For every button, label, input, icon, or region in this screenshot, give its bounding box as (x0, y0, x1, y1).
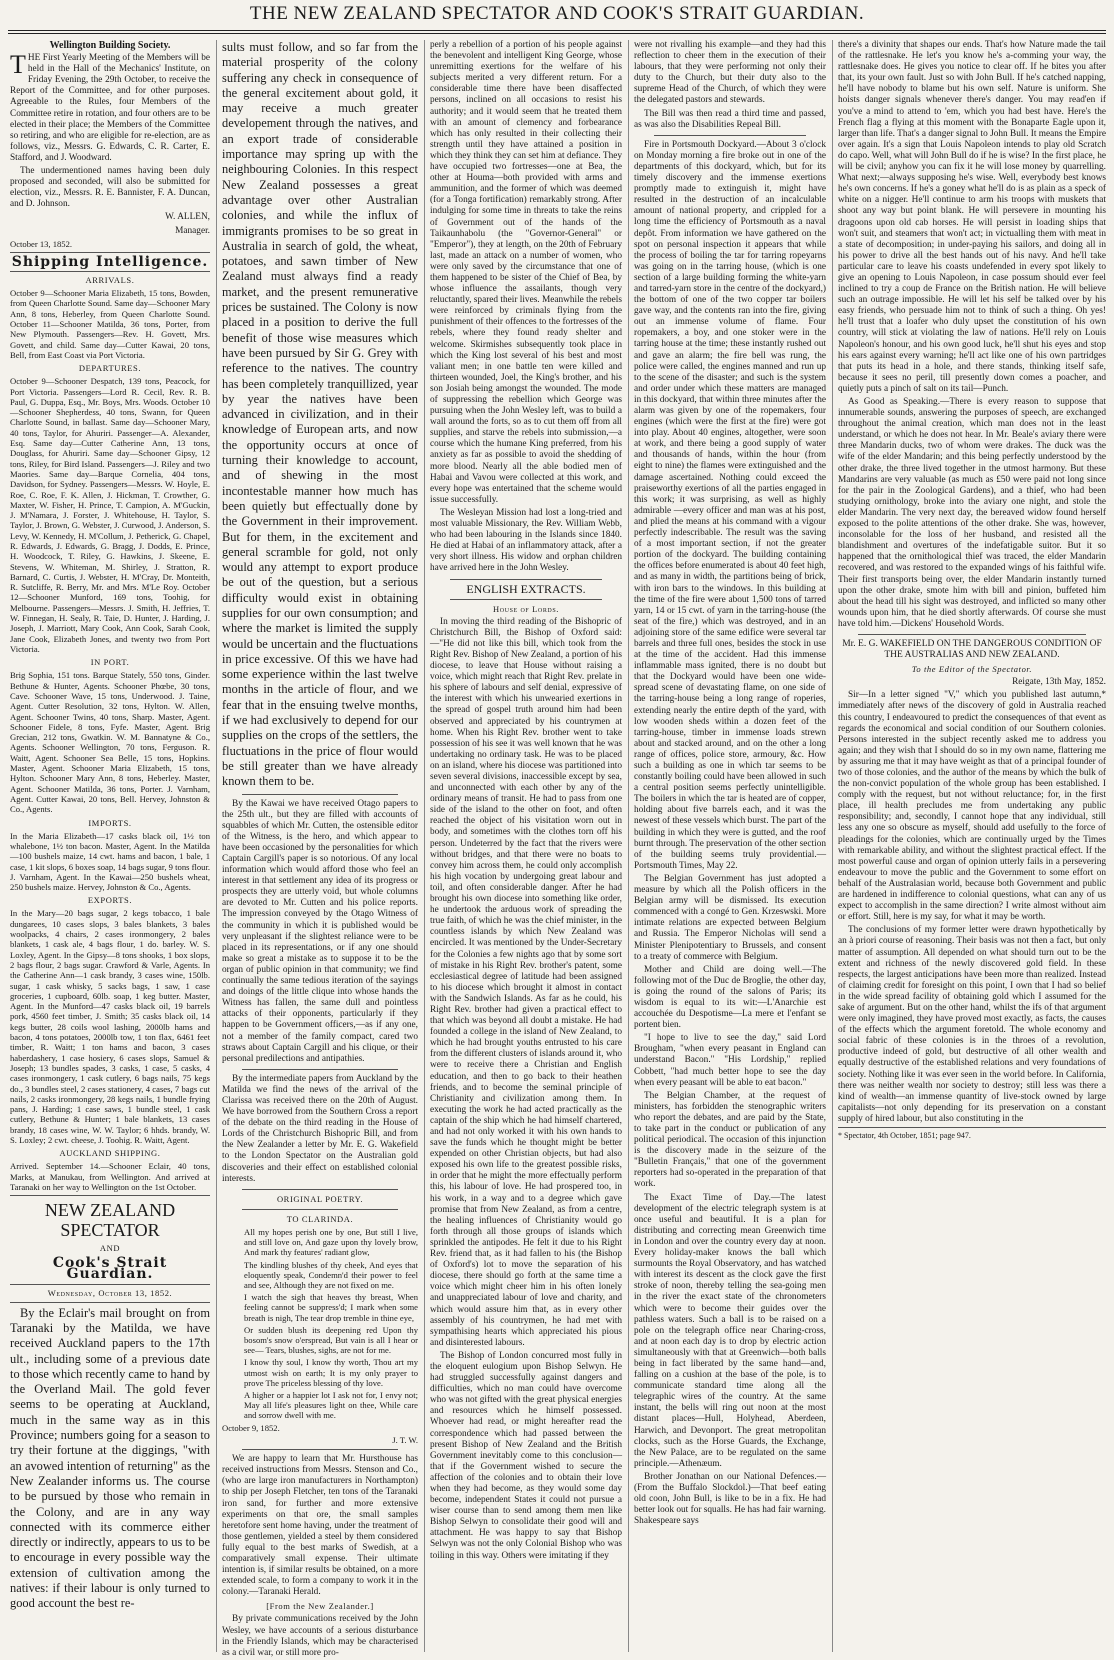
otago-papers-paragraph: By the Kawai we have received Otago papers to the 25th ult., but they are filled with accounts of squabbles of which Mr. Cutten, the ostensible editor of the Witness, is the hero, and which appear to have been occasioned by the personalities for which Captain Cargill's paper is so notorious. Of any local information which would afford those who feel an interest in that settlement any idea of its progress or prospects they are utterly void, but whole columns are devoted to Mr. Cutten and his police reports. The impression conveyed by the Otago Witness of the community in which it is published would be very unpleasant if the slightest reliance were to be placed in its representations, or if any one should make so great a mistake as to suppose it to be the organ of public opinion in that community; we find continually the same tedious iteration of the sayings and doings of the little clique into whose hands the Witness has fallen, the same dull and pointless attacks of their opponents, particularly if they happen to be Government officers,—as if any one, not a member of the family compact, cared two straws about Captain Cargill and his clique, or their personal predilections and antipathies. (222, 798, 418, 1064)
auckland-shipping-text: Arrived. September 14.—Schooner Eclair, 40 tons, Marks, at Manukau, from Wellington. And arrived at Taranaki on her way to Wellington on the 1st October. (10, 1161, 210, 1192)
divider (242, 1449, 398, 1450)
divider (242, 1189, 398, 1190)
friendly-islands-paragraph: By private communications received by the John Wesley, we have accounts of a serious disturbance in the Friendly Islands, which may be characterised as a civil war, or still more pro- (222, 1614, 418, 1658)
lords-debate-paragraph: The Bishop of London concurred most fully in the eloquent eulogium upon Bishop Selwyn. He had struggled successfully against dangers and difficulties, which no man could have overcome who was not gifted with the great physical energies and resources which he himself possessed. Whoever had read, or might hereafter read the correspondence which had passed between the present Bishop of New Zealand and the British Government inevitably come to this conclusion—that if the Government wished to secure the affection of the colonies and to obtain their love when they had become, as they would some day become, independent States it could not pursue a wiser course than to send among them men like Bishop Selwyn to consolidate their good will and attachment. He was happy to say that Bishop Selwyn was not the only Colonial Bishop who was toiling in this way. Others were imitating if they (430, 1350, 622, 1561)
signature-title: Manager. (175, 225, 210, 236)
exact-time-paragraph: The Exact Time of Day.—The latest development of the electric telegraph system is at once useful and beautiful. It is a plan for distributing and correcting mean Greenwich time in London and over the country every day at noon. Every holiday-maker knows the ball which surmounts the Royal Observatory, and has watched with interest its descent as the clock gave the first stroke of noon, thereby telling the sea-going men in the river the exact state of the chronometers which were to become their guides over the pathless waters. Such a ball is to be raised on a pole on the telegraph office near Charing-cross, and at noon each day is to drop by electric action simultaneously with that at Greenwich—both balls being in fact liberated by the same hand—and, falling on a cushion at the base of the pole, is to communicate standard time along all the telegraphic wires of the country. At the same instant, the bells will ring out noon at the most distant places—Hull, Holyhead, Aberdeen, Harwich, and Devonport. The great metropolitan clocks, such as the Horse Guards, the Exchange, the New Palace, are to be regulated on the same principle.—Athenæum. (634, 1192, 826, 1469)
brougham-anecdote-paragraph: "I hope to live to see the day," said Lord Brougham, "when every peasant in England can understand Bacon." "His Lordship," replied Cobbett, "had much better hope to see the day when every peasant will be able to eat bacon." (634, 1033, 826, 1088)
poem-stanza: Or sudden blush its deepening red Upon thy bosom's snow o'erspread, But vain is all I hear or see— Tears, blushes, sighs, are not for me. (244, 1324, 418, 1356)
belgian-government-paragraph: The Belgian Government has just adopted a measure by which all the Polish officers in the Belgian army will be dismissed. Its execution commenced with a congé to Gen. Krzeswski. More intimate relations are expected between Belgium and Russia. The Emperor Nicholas will send a Minister Plenipotentiary to Brussels, and consent to a treaty of commerce with Belgium. (634, 873, 826, 962)
arrivals-heading: ARRIVALS. (85, 274, 135, 285)
masthead: THE NEW ZEALAND SPECTATOR AND COOK'S STRAIT GUARDIAN. (249, 3, 865, 24)
poem-stanza: A higher or a happier lot I ask not for, I envy not; May all life's pleasures light on thee, While care and sorrow dwell with me. (244, 1389, 418, 1421)
brother-jonathan-paragraph: Brother Jonathan on our National Defences.—(From the Buffalo Slockdol.)—That beef eating old coon, John Bull, is like to be in a fix. He had better look out for squalls. He has had fair warning. Shakespeare says (634, 1471, 826, 1527)
notice-date: October 13, 1852. (10, 238, 73, 249)
lords-debate-paragraph: In moving the third reading of the Bishopric of Christchurch Bill, the Bishop of Oxford said:—"He did not like this bill, which took from the Right Rev. Bishop of New Zealand, a portion of his diocese, to leave that House without raising a voice, which might reach that Right Rev. prelate in his sphere of labours and self denial, expressive of the interest with which his unwearied exertions in the spread of gospel truth around him had been observed and appreciated by his countrymen at home. When his Right Rev. brother went to take possession of his see it was well known that he was undertaking no ordinary task. He was to be placed on an island, where his diocese was partitioned into seven several divisions, inaccessible except by sea, and unconnected with each other by any of the ordinary means of transit. He had to pass from one side of the island to the other on foot, and often reached the object of his visitation worn out in body, and sometimes with the clothes torn off his person. Undeterred by the fact that the rivers were without bridges, and that there were no boats to convey him across them, he could only accomplish his high vocation by undergoing great labour and toil, and often considerable danger. After he had brought his own diocese into something like order, he undertook the arduous work of spreading the true faith, of which he was the chief minister, in the countless islands by which New Zealand was encircled. It was mentioned by the Under-Secretary for the Colonies a few nights ago that by some sort of mistake in his Right Rev. brother's patent, some ecclesiastical degree of latitude had been assigned to his diocese which brought it almost in contact with the Sandwich Islands. As far as he could, his Right Rev. brother had given a practical effect to that which was beyond all doubt a mistake. He had founded a college in the island of New Zealand, to which he had brought youths entrusted to his care from the different clusters of islands around it, who were to receive there a Christian and English education, and then to go back to their heathen friends, and to become the seminal principle of Christianity and civilization among them. In executing the work he had acted practically as the captain of the ship which he had himself chartered, and had not only worked it with his own hands to save the funds which he thought might be better expended on other Christian objects, but had also exposed his own life to the greatest possible risks, in order that he might the more effectually perform this, his labour of love. He had prospered too, in his work, in a way and to a degree which gave promise that from New Zealand, as from a centre, the healing influences of Christianity would go forth through all those groups of islands which sprinkled the antipodes. He felt it due to his Right Rev. friend that, as it had fallen to his (the Bishop of Oxford's) lot to move the separation of his diocese, there should go forth at the same time a voice which might cheer him in his often lonely and unappreciated labour of love and charity, and which would assure him that, as in every other assembly of his countrymen, he had met with sympathising hearts which appreciated his pious and disinterested labours. (430, 616, 622, 1348)
wakefield-letter-heading: Mr. E. G. WAKEFIELD ON THE DANGEROUS CONDITION OF THE AUSTRALIAS AND NEW ZEALAND. (842, 638, 1102, 661)
signature: W. ALLEN, (165, 212, 210, 223)
poem-stanza: I watch the sigh that heaves thy breast, When feeling cannot be suppress'd; I mark when some breath is nigh, The tear drop tremble in thine eye, (244, 1292, 418, 1323)
poem-stanza: All my hopes perish one by one, But still I live, and still love on, And gaze upon thy lovely brow, And mark thy features' radiant glow, (244, 1226, 418, 1258)
divider (450, 599, 602, 600)
column-4 (634, 40, 826, 1652)
masthead-rule (8, 30, 1106, 31)
divider (242, 1209, 398, 1210)
paper-and: AND (99, 1243, 121, 1254)
divider (654, 135, 806, 136)
mother-child-paragraph: Mother and Child are doing well.—The following mot of the Duc de Broglie, the other day, is going the round of the salons of Paris; its wisdom is equal to its wit:—L'Anarchie est accouchée du Despotisme—La mere et l'enfant se portent bien. (634, 964, 826, 1031)
footnote: * Spectator, 4th October, 1851; page 947. (838, 1127, 1106, 1141)
english-extracts-heading: ENGLISH EXTRACTS. (466, 581, 586, 596)
column-5 (838, 40, 1106, 1652)
auckland-shipping-heading: AUCKLAND SHIPPING. (59, 1148, 161, 1159)
column-divider (832, 40, 833, 1652)
paper-title: NEW ZEALAND SPECTATOR (44, 1200, 176, 1241)
new-zealander-source: [From the New Zealander.] (266, 1601, 374, 1612)
divider (10, 1302, 210, 1303)
leader-paragraph: By the Eclair's mail brought on from Taranaki by the Matilda, we have received Auckland papers to the 17th ult., including some of a previous date to those which recently came to hand by the Overland Mail. The gold fever seems to be operating at Auckland, much in the same way as in this Province; numbers going for a season to try their fortune at the diggings, "with an avowed intention of returning" as the New Zealander informs us. The course to be pursued by those who remain in the Colony, and are in any way connected with its commerce either directly or indirectly, appears to us to be to encourage in every possible way the extension of cultivation among the natives: if their labour is only turned to good account the best re- (10, 1305, 210, 1611)
poem-signature: J. T. W. (392, 1434, 418, 1445)
article-paragraph: there's a divinity that shapes our ends. That's how Nature made the tail of the rattlesnake. He let's you know he's a-comming your way, the rattlesnake does. He gives you notice to clear off. If he bites you after that, its your own fault. Just so with John Bull. If he's catched napping, he'll have nobody to blame but his own self. Nature is uniform. She hoists danger signals whenever there's danger. You may read'en if you've a mind to attend to 'em, which you had best have. Here's the French flag a flying at this moment with the Bonaparte Eagle upon it, larger than life. That's a danger signal to John Bull. It means the Empire over again. It's a sign that Louis Napoleon intends to play old Scratch do capo. Well, what will John Bull do if he is wise? In the first place, he will be civil; anyhow you can fix it he will lose money by quarrelling. What next;—always supposing he's wise. Well, everybody best knows he's own concerns. If he's a goney what he'll do is as plain as a speck of white on a nigger. He'll continue to arm his troops with muskets that shoot any way but point blank. He will persevere in mounting his dragoons upon old cab horses. He will persist in loading ships that won't suit, and steamers that won't act; in victualling them with meat in a state of decomposition; in under-paying his sailors, and doing all in his power to drive all the best hands out of his navy. And he'll take particular care to leave his coasts undefended in every spot likely to give an opening to Louis Napoleon, in case possum should ever feel inclined to try a coup de France on the British nation. He will believe such an outrage impossible. He will let his self be talked over by his easy friends, who persuade him not to think of such a thing. Oh yes! he'll trust that a loafer who duly upset the constitution of his own country, will stick at violating the law of nations. He'll rely on Louis Napoleon's honour, and his own good luck, he'll shut his eyes and stop his ears against every warning; he'll act like one of his own partridges that puts its head in a hole, and there stands, thinking itself safe, because it sees no peril, till presently down comes a poacher, and quietly puts a pinch of salt on its tail—Punch. (838, 40, 1106, 394)
departures-heading: DEPARTURES. (78, 363, 142, 374)
wesleyan-mission-paragraph: The Wesleyan Mission had lost a long-tried and most valuable Missionary, the Rev. William Webb, who had been labouring in the Islands since 1840. He died at Habai of an inflammatory attack, after a very short illness. His widow and orphan children have arrived here in the John Wesley. (430, 507, 622, 574)
belgian-chamber-paragraph: The Belgian Chamber, at the request of ministers, has forbidden the stenographic writers who report the debates, and are paid by the State, to take part in the conduct or publication of any political periodical. The occasion of this injunction is the discovery made in the seizure of the "Bulletin Français," that one of the government reporters had so-operated in the preparation of that work. (634, 1090, 826, 1190)
portsmouth-fire-paragraph: Fire in Portsmouth Dockyard.—About 3 o'clock on Monday morning a fire broke out in one of the departments of this dockyard, which, but for its timely discovery and the immense exertions promptly made to extinguish it, might have resulted in the destruction of an incalculable amount of national property, and crippled for a long time the efficiency of Portsmouth as a naval depôt. From information we have gathered on the spot on personal inspection it appears that while the process of boiling the tar for tarring ropeyarns was going on in the tarring house, (which is one section of a large building forming the white-yarn and tarred-yarn store in the centre of the dockyard,) the bottom of one of the two copper tar boilers gave way, and the contents ran into the fire, giving out an immense volume of flame. Four ropemakers, a boy, and one stoker were in the tarring house at the time; these instantly rushed out and gave an alarm; the fire bell was rung, the police were called, the engines manned and run up to the scene of the disaster; and such is the system and order under which these matters are managed in this dockyard, that within three minutes after the alarm was given by one of the ropemakers, four engines (which were the first at the fire) were got into play. About 40 engines, altogether, were soon at work, and there being a good supply of water and thousands of hands, within the hour (from eight to nine) the flames were extinguished and the damage ascertained. Nothing could exceed the praiseworthy exertions of all the parties engaged in this work; it was surprising, as well as highly admirable —every officer and man was at his post, and plied the means at his command with a vigour perfectly indescribable. The result was the saving of a most important section, if not the greater portion of the dockyard. The building containing the offices before enumerated is about 40 feet high, and as many in width, the partitions being of brick, with iron bars to the windows. In this building at the time of the fire were about 1,500 tons of tarred yarn, 14 or 15 cwt. of yarn in the tarring-house (the seat of the fire,) which was destroyed, and in an adjoining store of the same edifice were several tar barrels and three full ones, besides the stock in use at the time of the accident. Had this immense inflammable mass ignited, there is no doubt but that the Dockyard would have been one wide-spread scene of devastating flame, on one side of the tarring-house being a long range of roperies, extending nearly the entire depth of the yard, with low wooden sheds within a dozen feet of the tarring-house, timber in immense loads strewn about and stacked around, and on the other a long range of offices, police store, armoury, &c. How such a building as one in which tar seems to be constantly boiling could have been allowed in such a central position seems perfectly unintelligible. The boilers in which the tar is heated are of copper, holding about five barrels each, and it was the newest of these vessels which burst. The part of the building in which they were is gutted, and the roof burnt through. The preservation of the other section of the building seems truly providential.—Portsmouth Times, May 22. (634, 139, 826, 871)
article-paragraph: were not rivalling his example—and they had this reflection to cheer them in the execution of their labours, that they were performing not only their duty to the Church, but their duty also to the supreme Head of the Church, of which they were the delegated pastors and stewards. (634, 40, 826, 106)
drop-cap: T (10, 50, 26, 80)
masthead-rule-thin (8, 33, 1106, 34)
poem-title: TO CLARINDA. (286, 1213, 354, 1224)
divider (242, 794, 398, 795)
wakefield-letter-paragraph: The conclusions of my former letter were drawn hypothetically by an à priori course of reasoning. Their basis was not then a fact, but only matter of assumption. All depended on what should turn out to be the extent and richness of the newly discovered gold field. In these respects, the largest anticipations have been more than realized. Instead of claiming credit for foresight on this point, I own that I had so belief in the wide spread facility of obtaining gold which I assumed for the sake of argument. But on the other hand, whilst the ifs of that argument were only imagined, they have proved most exactly, as facts, the causes of the effects which the argument foretold. The whole economy and social fabric of these colonies is in the throes of a revolution, productive indeed of gold, but destructive of all other wealth and equally destructive of the established relations and very foundations of society. Nothing like it was ever seen in the world before. In California, there was neither wealth nor society to destroy; still less was there a kind of wealth—an immense quantity of live-stock owned by large capitalists—not only depending for its preservation on a constant supply of hired labour, but also constituting in the (838, 925, 1106, 1124)
article-paragraph: The Bill was then read a third time and passed, as was also the Disabilities Repeal Bill. (634, 108, 826, 130)
letter-date: Reigate, 13th May, 1852. (1012, 677, 1106, 688)
letter-addressee: To the Editor of the Spectator. (911, 664, 1033, 675)
as-good-as-speaking-paragraph: As Good as Speaking.—There is every reason to suppose that innumerable sounds, answering the purposes of speech, are exchanged throughout the animal creation, which man does not in the least understand, or which he does not hear. In Mr. Beale's aviary there were three Mandarin ducks, two of whom were drakes. The duck was the wife of the elder Mandarin; and this being perfectly understood by the other drake, the three lived together in the utmost harmony. But these Mandarins are very valuable (as much as £50 were paid not long since for the pair in the Zoological Gardens), and a thief, who had been studying ornithology, broke into the aviary one night, and stole the elder Mandarin. The very next day, the bereaved widow found herself exposed to the polite attentions of the other drake. She was, however, inconsolable for the loss of her husband, and resisted all the blandishment and overtures of the indefatigable suitor. But it so happened that the ornithological thief was traced, the elder Mandarin recovered, and was restored to the expanded wings of his faithful wife. Their first transports being over, the elder Mandarin instantly turned upon the other drake, smote him with bill and pinion, buffeted him about the head till his sight was destroyed, and inflicted so many other wounds upon him, that he died shortly afterwards. Of course she must have told him.—Dickens' Household Words. (838, 397, 1106, 629)
divider (450, 579, 602, 580)
column-divider (628, 40, 629, 1652)
building-society-nominations: The undermentioned names having been duly proposed and seconded, will also be submitted for election, viz., Messrs. R. E. Bannister, F. A. Duncan, and D. Johnson. (10, 166, 210, 210)
poem-stanza: I know thy soul, I know thy worth, Thou art my utmost wish on earth; It is my only prayer to prove The priceless blessing of thy love. (244, 1357, 418, 1388)
hursthouse-paragraph: We are happy to learn that Mr. Hursthouse has received instructions from Messrs. Stenson and Co., (who are large iron manufacturers in Northampton) to ship per Joseph Fletcher, ten tons of the Taranaki iron sand, for further and more extensive experiments on that ore, the small samples heretofore sent home having, under the treatment of those gentlemen, yielded a steel by them considered fully equal to the best marks of Swedish, at a comparatively small expense. Their ultimate intention is, if similar results be obtained, on a more extended scale, to form a company to work it in the colony.—Taranaki Herald. (222, 1454, 418, 1598)
house-of-lords-heading: House of Lords. (492, 603, 560, 614)
departures-list: October 9—Schooner Despatch, 139 tons, Peacock, for Port Victoria. Passengers—Lord R. Cecil, Rev. R. B. Paul, G. Duppa, Esq., Mr. Boys, Mrs. Woods. October 10—Schooner Shepherdess, 40 tons, Swann, for Queen Charlotte Sound, in ballast. Same day—Schooner Mary, 40 tons, Taylor, for Ahuriri. Passenger—A. Alexander, Esq. Same day—Cutter Catherine Ann, 13 tons, Douglass, for Ahuriri. Same day—Schooner Gipsy, 12 tons, Riley, for Bird Island. Passengers—J. Riley and two Maories. Same day—Barque Cornelia, 404 tons, Davidson, for Sydney. Passengers—Messrs. W. Hoyle, E. Roe, C. Roe, F. K. Allen, J. Hickman, T. Crowther, G. Maxter, W. Fisher, H. Prince, T. Campion, A. M'Guckin, J. M'Namara, J. Forster, J. Whitehouse, H. Taylor, S. Taylor, J. Brown, G. Webster, J. Curwood, J. Anderson, S. Levy, W. Kennedy, H. M'Collum, J. Petherick, G. Chapel, R. Edwards, J. Edwards, G. Bragg, J. Dodds, E. Prince, H. Woodcock, T. Riley, G. Hawkins, J. Skeene, E. Stevens, W. Whiteman, M. Shirley, J. Stratton, R. Barnard, C. Curtis, J. Webster, H. M'Cray, Dr. Monteith, R. Sutcliffe, R. Berry, Mr. and Mrs. M'Le Roy. October 12—Schooner Munford, 169 tons, Toohig, for Melbourne. Passengers—Messrs. J. Smith, H. Jeffries, T. W. Finnegan, H. Sealy, R. Taie, D. Hunter, J. Harding, J. Joseph, J. Marriott, Mary Cook, Ann Cook, Sarah Cook, Jane Cook, Elizabeth Jones, and twenty two from Port Victoria. (10, 376, 210, 654)
building-society-title: Wellington Building Society. (49, 40, 171, 51)
divider (10, 1195, 210, 1196)
leader-continuation: sults must follow, and so far from the material prosperity of the colony suffering any check in consequence of the general excitement about gold, it may receive a much greater developement through the natives, and an export trade of considerable importance may spring up with the neighbouring Colonies. In this respect New Zealand possesses a great advantage over other Australian colonies, and while the influx of immigrants promises to be so great in Australia in search of gold, the wheat, potatoes, and sawn timber of New Zealand must always find a ready market, and the present remunerative prices be sustained. The Colony is now placed in a position to derive the full benefit of those wise measures which have been pursued by Sir G. Grey with reference to the natives. The country has been completely tranquillized, year by year the natives have been advanced in civilization, and in their knowledge of European arts, and now the opportunity occurs at once of turning their knowledge to account, and of shewing in the most incontestable manner how much has been quietly but effectually done by the Government in their improvement. But for them, in the excitement and general scramble for gold, not only would any attempt to export produce be out of the question, but a serious difficulty would exist in obtaining supplies for our own consumption; and where the market is limited the supply would be uncertain and the fluctuations in price excessive. Of this we have had some experience within the last twelve months in the article of flour, and we fear that in the ensuing twelve months, if we had exclusively to depend for our supplies on the crops of the settlers, the fluctuations in the price of flour would be still greater than we have already known them to be. (222, 40, 418, 789)
building-society-notice: THE First Yearly Meeting of the Members will be held in the Hall of the Mechanics' Institute, on Friday Evening, the 29th October, to receive the Report of the Committee, and for other purposes. Agreeable to the Rules, four Members of the Committee retire in rotation, and four others are to be elected in their place; the Members of the Committee so retiring, and who are eligible for re-election, are as follows, viz., Messrs. G. Edwards, C. R. Carter, E. Stafford, and J. Woodward. (10, 50, 210, 163)
imports-list: In the Maria Elizabeth—17 casks black oil, 1½ ton whalebone, 1½ ton bacon. Master, Agent. In the Matilda—100 bushels maize, 14 cwt. hams and bacon, 1 bale, 1 case, 1 kit slops, 6 boxes soap, 14 bags sugar, 9 tons flour. J. Varnham, Agent. In the Kawai—250 bushels wheat, 250 bushels maize. Hervey, Johnston & Co., Agents. (10, 830, 210, 893)
tonga-rebellion-paragraph: perly a rebellion of a portion of his people against the benevolent and intelligent King George, whose unremitting exertions for the welfare of his subjects merited a very different return. For a considerable time there have been disaffected persons, inclined on all occasions to resist his authority; and it would seem that he treated them with an amount of clemency and forbearance which has only resulted in their collecting their strength until they have attained a position in which they think they can set him at defiance. They have occupied two fortresses—one at Bea, the other at Houma—both provided with arms and ammunition, and the former of which was deemed (for a Tonga fortification) remarkably strong. After indulging for some time in threats to take the reins of Government out of the hands of the Taikaunhabolu (the "Governor-General" or "Emperor"), they at length, on the 20th of February last, made an attack on a number of women, who were only saved by the circumstance that one of them happened to be sister of the Chief of Bea, by whose influence the assailants, though very reluctantly, spared their lives. Meanwhile the rebels were reinforced by criminals flying from the punishment of their offences to the fortresses of the rebels, where they found ready shelter and welcome. Skirmishes subsequently took place in which the King lost several of his best and most valiant men; in one battle ten were killed and thirteen wounded, Joel, the King's brother, and his son Josiah being amongst the wounded. The mode of suppressing the rebellion which George was pursuing when the John Wesley left, was to build a wall around the forts, so as to cut them off from all supplies, and starve the rebels into submission,—a course which the humane King preferred, from his anxiety as far as possible to avoid the shedding of more blood. Nearly all the able bodied men of Habai and Vavou were collected at this work, and every hope was entertained that the scheme would issue successfully. (430, 40, 622, 505)
poem-date: October 9, 1852. (222, 1422, 280, 1433)
column-divider (424, 40, 425, 1652)
poetry-heading: ORIGINAL POETRY. (276, 1193, 364, 1204)
divider (858, 634, 1086, 635)
divider (10, 252, 210, 253)
auckland-papers-paragraph: By the intermediate papers from Auckland by the Matilda we find the news of the arrival of the Clarissa was received there on the 20th of August. We have borrowed from the Southern Cross a report of the debate on the third reading in the House of Lords of the Christchurch Bishopric Bill, and from the New Zealander a letter by Mr. E. G. Wakefield to the London Spectator on the Australian gold discoveries and their effect on established colonial interests. (222, 1073, 418, 1184)
divider (10, 1284, 210, 1285)
divider (10, 271, 210, 272)
column-3 (430, 40, 622, 1652)
paper-subtitle: Cook's Strait Guardian. (52, 1255, 168, 1283)
column-2 (222, 40, 418, 1658)
wakefield-letter-paragraph: Sir—In a letter signed "V," which you published last autumn,* immediately after news of the discovery of gold in Australia reached this country, I endeavoured to predict the consequences of that event as regards the economical and social condition of our Southern colonies. Persons interested in the subject recently asked me to address you again; and they wish that I should do so in my own name, flattering me by assuring me that it may have weight as that of a principal founder of two of those colonies, and the author of the means by which the bulk of the non-convict population of the whole group has been established. I comply with the request, but not without reluctance; for, in the first place, ill health precludes me from undertaking any public responsibility; and, secondly, I cannot hope that any individual, still less any one so obscure as myself, should add usefully to the force of pleadings for the colonies, which are continually urged by the Times with remarkable ability, and without the slightest practical effect. If the most powerful cause and organ of opinion utterly fails in a persevering endeavour to move the public and the Government to some effort on behalf of the Australasian world, because both Government and public are hardened in indifference to colonial questions, what can any of us expect to accomplish in the same direction? I write almost without aim or effort. Still, here is my say, for what it may be worth. (838, 690, 1106, 923)
exports-heading: EXPORTS. (87, 895, 133, 906)
exports-list: In the Mary—20 bags sugar, 2 kegs tobacco, 1 bale dungarees, 10 cases slops, 3 bales blankets, 3 bales woolpacks, 4 chairs, 2 cases ironmongery, 2 bales blankets, 1 cask ale, 4 bags flour, 1 do. barley. W. S. Loxley, Agent. In the Gipsy—8 tons shooks, 1 box slops, 2 bags flour, 2 bags sugar. Crawford & Varle, Agents. In the Catherine Ann—1 cask brandy, 3 cases wine, 150lb. sugar, 1 cask whisky, 5 sacks bags, 1 saw, 1 case groceries, 1 cupboard, 60lb. soap, 1 keg butter. Master, Agent. In the Munford—47 casks black oil, 19 barrels pork, 4560 feet timber, J. Smith; 35 casks black oil, 14 kegs butter, 28 coils wool lashing, 2000lb hams and bacon, 4 tons potatoes, 2000lb tow, 1 ton flax, 6461 feet timber, R. Waitt; 1 ton hams and bacon, 3 cases haberdashery, 1 case hosiery, 6 cases slops, Samuel & Joseph; 13 bundles spades, 3 casks, 1 case, 5 casks, 4 cases ironmongery, 1 cask cutlery, 6 bags nails, 75 kegs do., 3 bundles steel, 2 cases stationery, 4 cases, 7 bags cut nails, 2 casks ironmongery, 28 kegs nails, 1 bundle frying pans, J. Harding; 1 case saws, 1 bundle steel, 1 cask cutlery, Bethune & Hunter; 1 bale blankets, 13 cases brandy, 18 cases wine, W. W. Taylor; 6 hhds. brandy, W. S. Loxley; 2 cwt. cheese, J. Toohig. R. Waitt, Agent. (10, 908, 210, 1146)
issue-date: Wednesday, October 13, 1852. (47, 1287, 173, 1298)
in-port-heading: IN PORT. (90, 657, 130, 668)
in-port-list: Brig Sophia, 151 tons. Barque Stately, 550 tons, Ginder. Bethune & Hunter, Agents. Schooner Phœbe, 30 tons, Cave. Schooner Wave, 15 tons, Underwood. J. Taine, Agent. Cutter Resolution, 32 tons, Hylton. W. Allen, Agent. Schooner Twins, 40 tons, Sharp. Master, Agent. Schooner Fidele, 8 tons, Fyfe. Master, Agent. Brig Grecian, 212 tons, Gwatkin. W. M. Bannatyne & Co., Agents. Schooner Wellington, 70 tons, Ferguson. R. Waitt, Agent. Schooner Sea Belle, 15 tons, Hopkins. Master, Agent. Schooner Maria Elizabeth, 15 tons, Hylton. Schooner Mary Ann, 8 tons, Heberley. Master, Agent. Schooner Matilda, 36 tons, Porter. J. Varnham, Agent. Cutter Kawai, 20 tons, Bell. Hervey, Johnston & Co., Agents. (10, 670, 210, 815)
arrivals-list: October 9—Schooner Maria Elizabeth, 15 tons, Bowden, from Queen Charlotte Sound. Same day—Schooner Mary Ann, 8 tons, Heberley, from Queen Charlotte Sound. October 11—Schooner Matilda, 36 tons, Porter, from New Plymouth. Passengers—Rev. H. Govett, Mrs. Govett, and child. Same day—Cutter Kawai, 20 tons, Bell, from East Coast via Port Victoria. (10, 288, 210, 360)
imports-heading: IMPORTS. (88, 817, 132, 828)
column-divider (216, 40, 217, 1652)
poem-stanza: The kindling blushes of thy cheek, And eyes that eloquently speak, Condemn'd their power to feel and see, Although they are not fixed on me. (244, 1259, 418, 1290)
shipping-intelligence-title: Shipping Intelligence. (11, 253, 209, 270)
divider (242, 1069, 398, 1070)
column-1 (10, 40, 210, 1652)
